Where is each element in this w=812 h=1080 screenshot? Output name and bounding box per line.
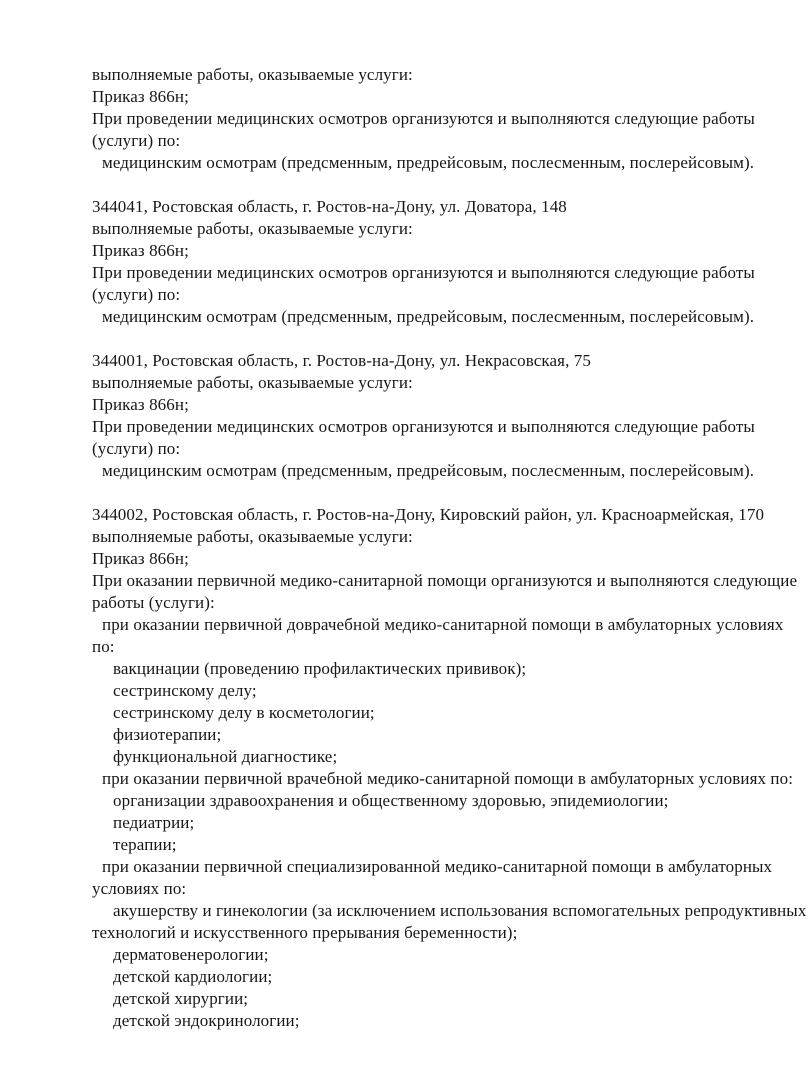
license-section-address-dovatora	[92, 196, 772, 328]
text-line: при оказании первичной специализированной медико-санитарной помощи в амбулаторных	[102, 857, 773, 876]
text-line: При проведении медицинских осмотров организуются и выполняются следующие работы	[92, 263, 755, 282]
text-line: При проведении медицинских осмотров организуются и выполняются следующие работы	[92, 109, 755, 128]
text-line: (услуги) по:	[92, 439, 181, 458]
service-item-line: организации здравоохранения и общественному здоровью, эпидемиологии;	[113, 791, 669, 810]
text-line: выполняемые работы, оказываемые услуги:	[92, 219, 413, 238]
text-line: Приказ 866н;	[92, 549, 189, 568]
text-line: медицинским осмотрам (предсменным, предрейсовым, послесменным, послерейсовым).	[102, 307, 755, 326]
service-item-line: вакцинации (проведению профилактических прививок);	[113, 659, 527, 678]
service-item-line: функциональной диагностике;	[113, 747, 338, 766]
service-item-line: детской кардиологии;	[113, 967, 273, 986]
text-line: Приказ 866н;	[92, 395, 189, 414]
text-line: при оказании первичной доврачебной медико-санитарной помощи в амбулаторных условиях	[102, 615, 784, 634]
text-line: медицинским осмотрам (предсменным, предрейсовым, послесменным, послерейсовым).	[102, 153, 755, 172]
address-line: 344001, Ростовская область, г. Ростов-на-Дону, ул. Некрасовская, 75	[92, 351, 591, 370]
text-line: При проведении медицинских осмотров организуются и выполняются следующие работы	[92, 417, 755, 436]
text-line: технологий и искусственного прерывания беременности);	[92, 923, 518, 942]
license-section-works-services-1	[92, 64, 772, 174]
text-line: условиях по:	[92, 879, 187, 898]
text-line: Приказ 866н;	[92, 87, 189, 106]
text-line: работы (услуги):	[92, 593, 215, 612]
license-section-address-krasnoarmeyskaya	[92, 504, 807, 1032]
address-line: 344041, Ростовская область, г. Ростов-на-Дону, ул. Доватора, 148	[92, 197, 567, 216]
text-line: (услуги) по:	[92, 285, 181, 304]
service-item-line: детской эндокринологии;	[113, 1011, 300, 1030]
text-line: (услуги) по:	[92, 131, 181, 150]
service-item-line: акушерству и гинекологии (за исключением использования вспомогательных репродуктивных	[113, 901, 807, 920]
service-item-line: сестринскому делу в косметологии;	[113, 703, 375, 722]
service-item-line: детской хирургии;	[113, 989, 249, 1008]
service-item-line: физиотерапии;	[113, 725, 222, 744]
text-line: медицинским осмотрам (предсменным, предрейсовым, послесменным, послерейсовым).	[102, 461, 755, 480]
text-line: Приказ 866н;	[92, 241, 189, 260]
service-item-line: педиатрии;	[113, 813, 195, 832]
text-line: при оказании первичной врачебной медико-санитарной помощи в амбулаторных условиях по:	[102, 769, 794, 788]
service-item-line: дерматовенерологии;	[113, 945, 269, 964]
text-line: выполняемые работы, оказываемые услуги:	[92, 373, 413, 392]
text-line: по:	[92, 637, 115, 656]
text-line: выполняемые работы, оказываемые услуги:	[92, 527, 413, 546]
text-line: При оказании первичной медико-санитарной помощи организуются и выполняются следующие	[92, 571, 798, 590]
service-item-line: сестринскому делу;	[113, 681, 257, 700]
address-line: 344002, Ростовская область, г. Ростов-на-Дону, Кировский район, ул. Красноармейская, 170	[92, 505, 765, 524]
text-line: выполняемые работы, оказываемые услуги:	[92, 65, 413, 84]
service-item-line: терапии;	[113, 835, 177, 854]
license-section-address-nekrasovskaya	[92, 350, 772, 482]
